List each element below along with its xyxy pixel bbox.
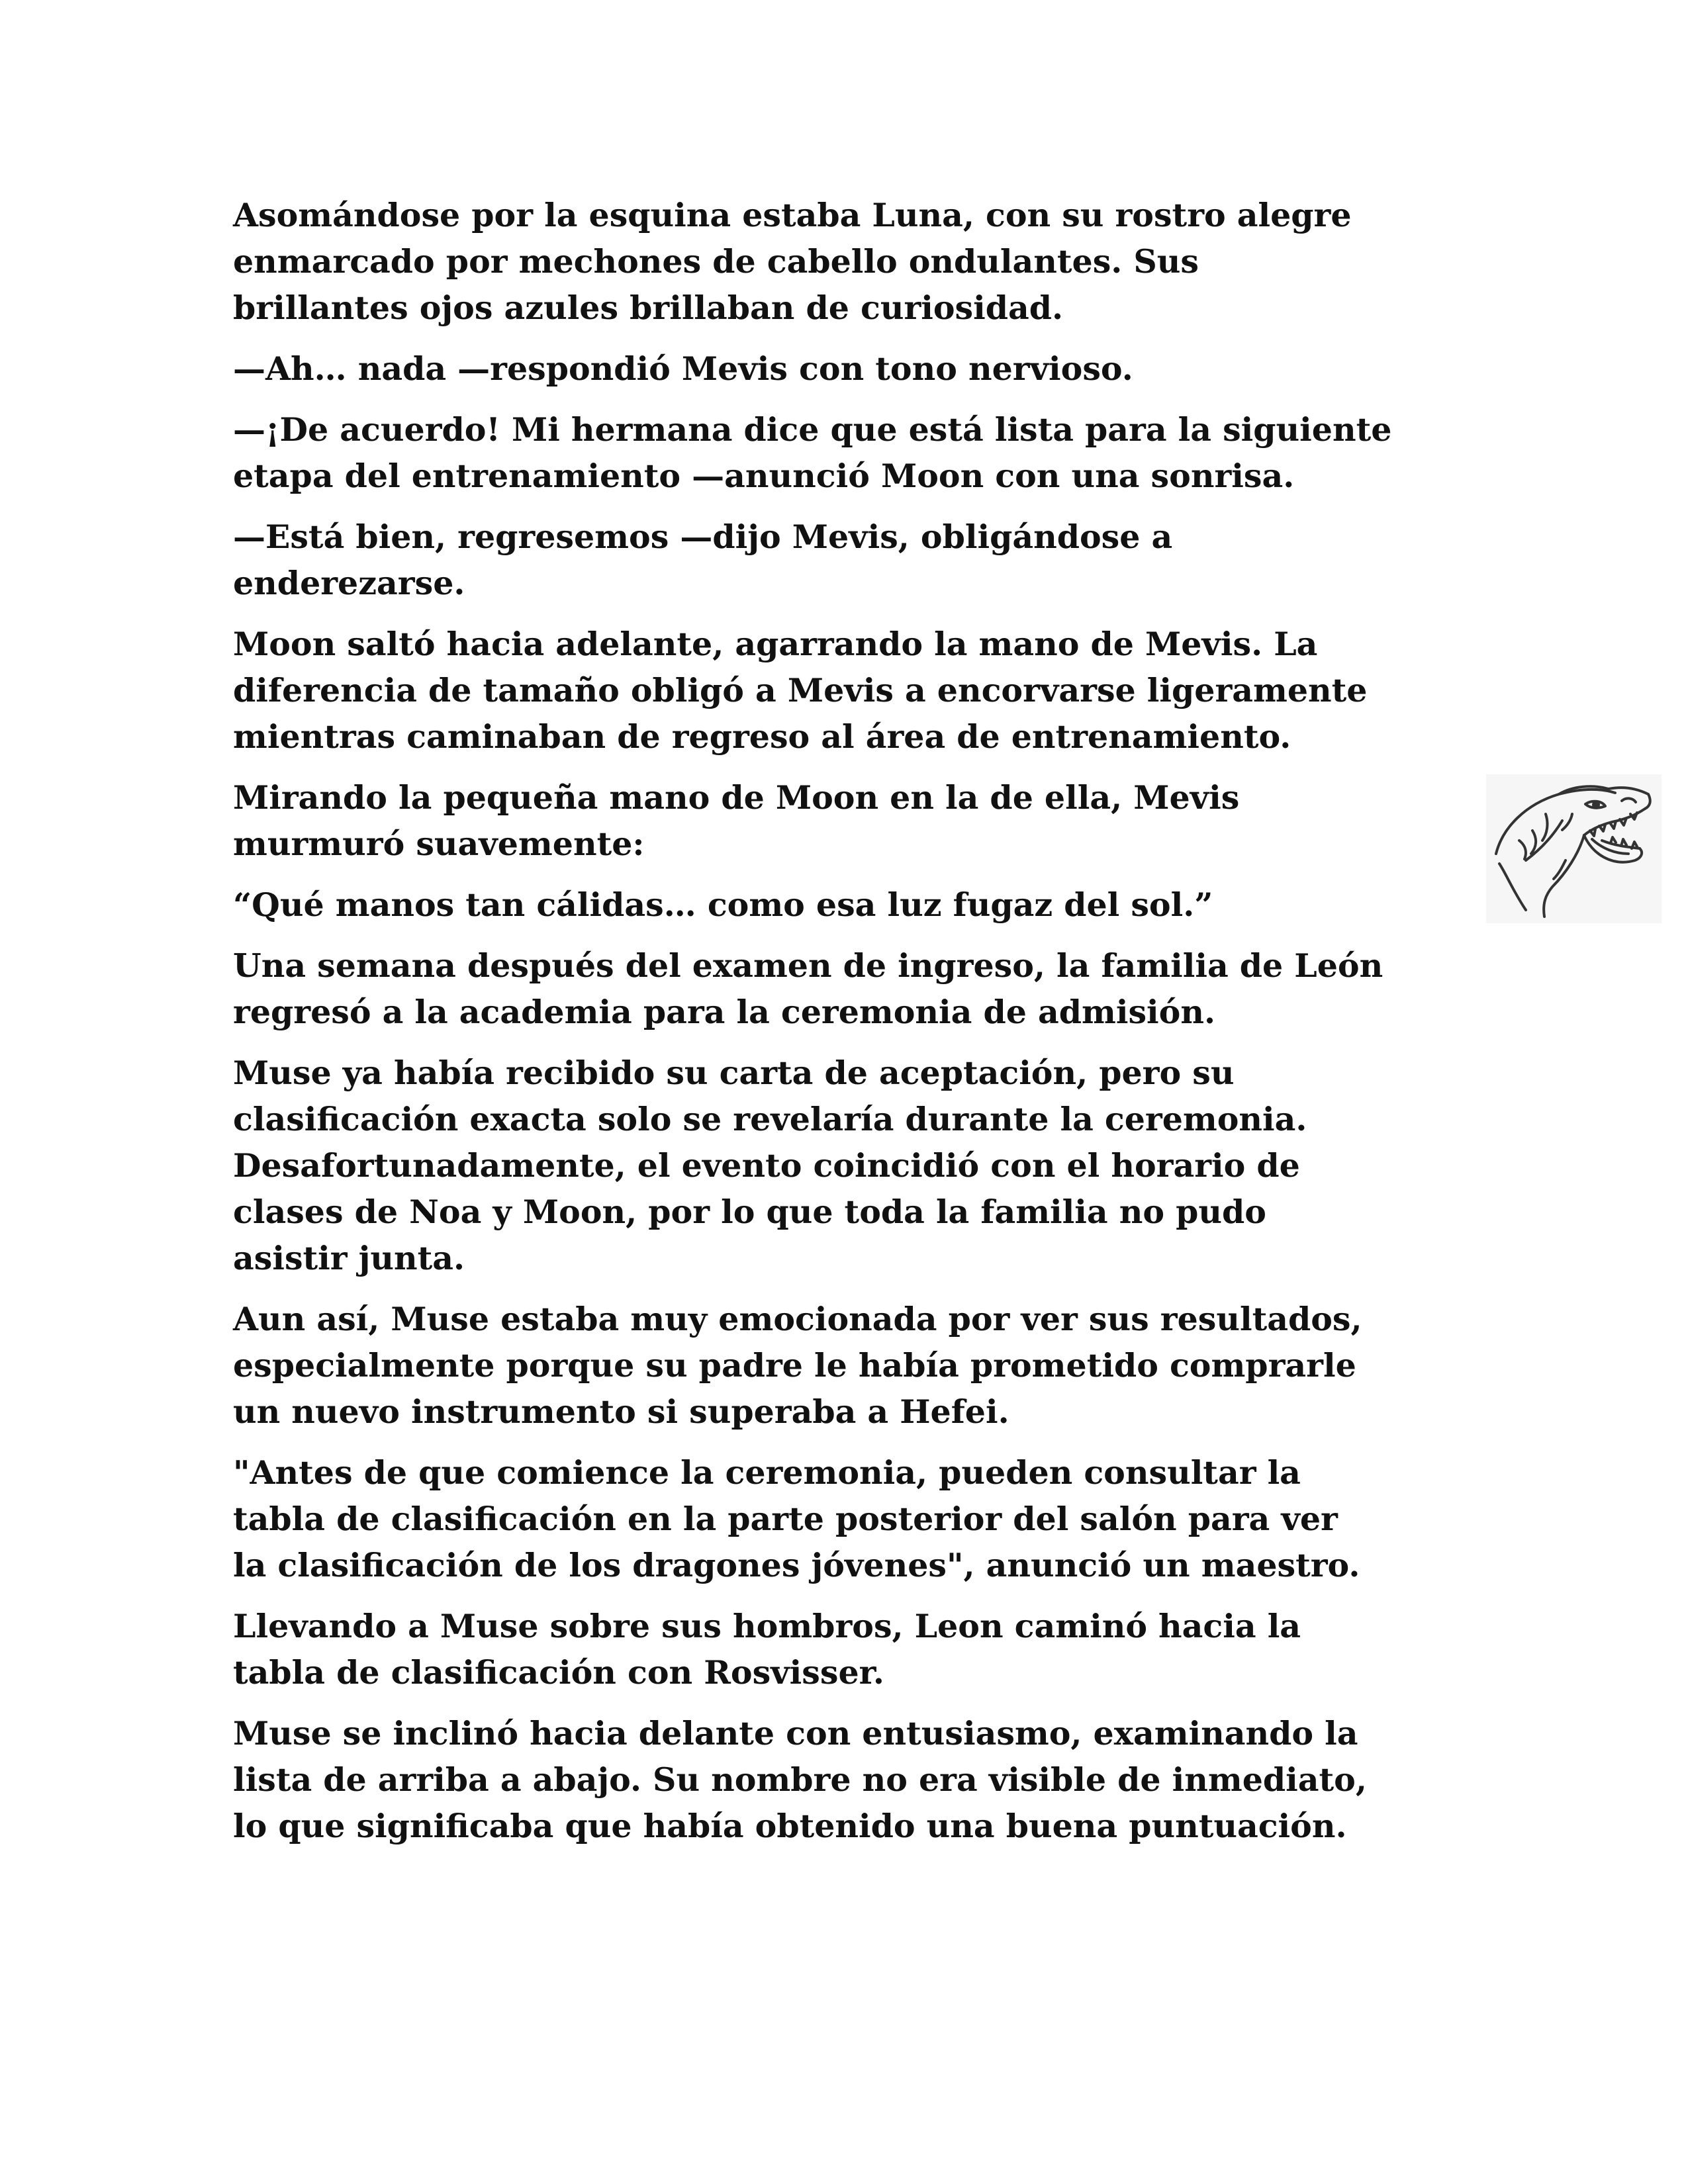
paragraph: —Ah… nada —respondió Mevis con tono nervioso. <box>233 349 1133 388</box>
paragraph: Muse ya había recibido su carta de aceptación, pero su clasificación exacta solo se revelaría durante la ceremonia. Desafortunadamente, el evento coincidió con el horario de clases de Noa y Moon, por lo que toda la familia no pudo asistir junta. <box>233 1054 1307 1277</box>
paragraph: Muse se inclinó hacia delante con entusiasmo, examinando la lista de arriba a abajo. Su nombre no era visible de inmediato, lo que significaba que había obtenido una buena puntuación. <box>233 1714 1367 1845</box>
dragon-head-sketch-icon <box>1486 774 1662 923</box>
paragraph: “Qué manos tan cálidas… como esa luz fugaz del sol.” <box>233 886 1213 924</box>
paragraph: Una semana después del examen de ingreso, la familia de León regresó a la academia para la ceremonia de admisión. <box>233 946 1383 1031</box>
paragraph: —¡De acuerdo! Mi hermana dice que está lista para la siguiente etapa del entrenamiento —anunció Moon con una sonrisa. <box>233 410 1392 495</box>
paragraph: Asomándose por la esquina estaba Luna, con su rostro alegre enmarcado por mechones de cabello ondulantes. Sus brillantes ojos azules brillaban de curiosidad. <box>233 196 1352 327</box>
paragraph: Aun así, Muse estaba muy emocionada por ver sus resultados, especialmente porque su padre le había prometido comprarle un nuevo instrumento si superaba a Hefei. <box>233 1300 1362 1431</box>
paragraph: "Antes de que comience la ceremonia, pueden consultar la tabla de clasificación en la parte posterior del salón para ver la clasificación de los dragones jóvenes", anunció un maestro. <box>233 1453 1360 1584</box>
paragraph: Moon saltó hacia adelante, agarrando la mano de Mevis. La diferencia de tamaño obligó a Mevis a encorvarse ligeramente mientras caminaban de regreso al área de entrenamiento. <box>233 625 1368 756</box>
paragraph: Mirando la pequeña mano de Moon en la de ella, Mevis murmuró suavemente: <box>233 778 1240 863</box>
paragraph: Llevando a Muse sobre sus hombros, Leon caminó hacia la tabla de clasificación con Rosvisser. <box>233 1607 1301 1692</box>
body-text <box>233 192 1491 1864</box>
paragraph: —Está bien, regresemos —dijo Mevis, obligándose a enderezarse. <box>233 518 1173 602</box>
